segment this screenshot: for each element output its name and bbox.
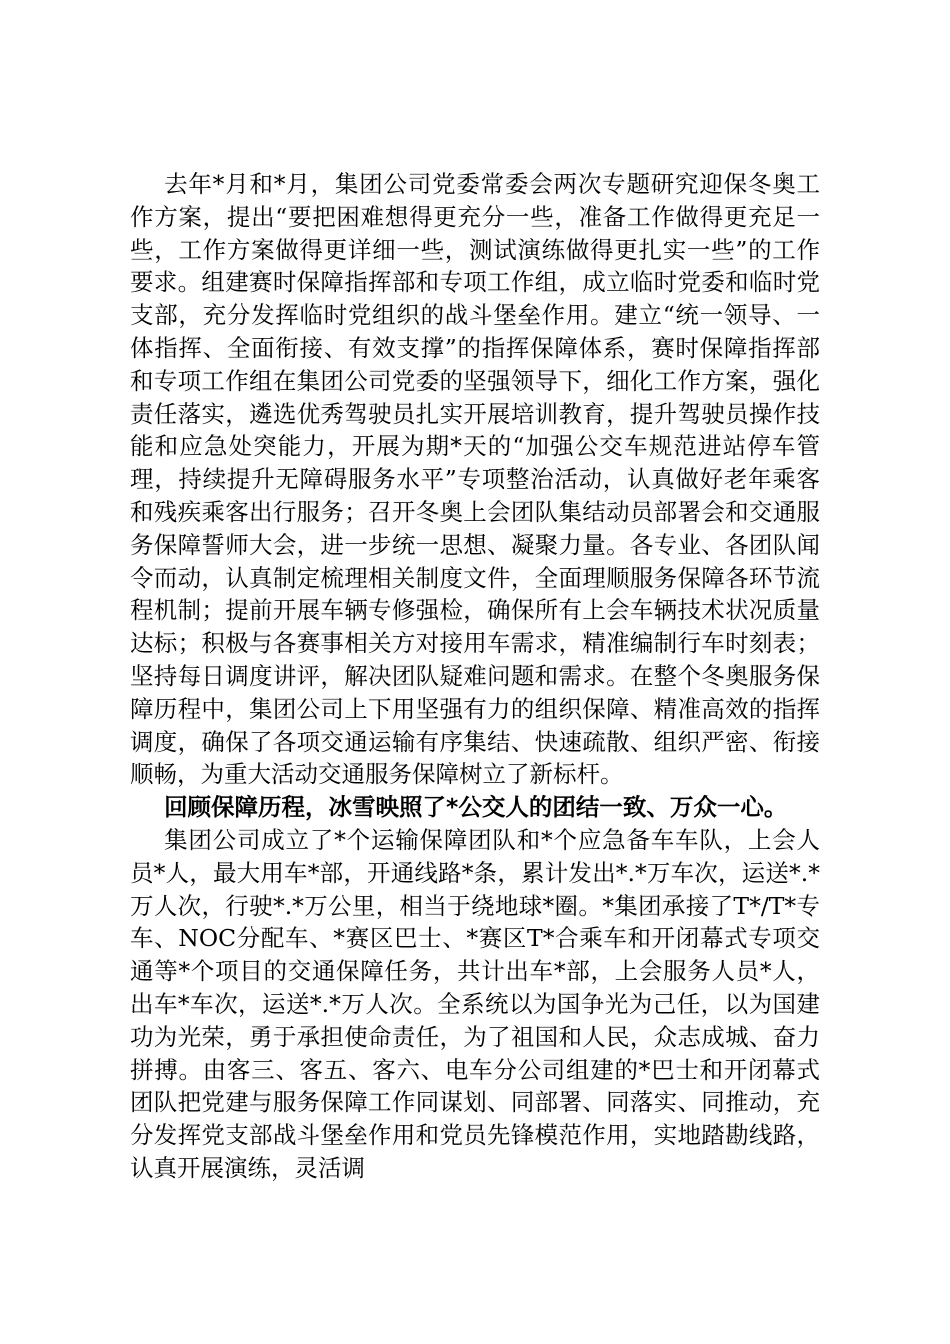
section-heading: 回顾保障历程，冰雪映照了*公交人的团结一致、万众一心。 [164,793,788,822]
body-paragraph: 集团公司成立了*个运输保障团队和*个应急备车车队，上会人员*人，最大用车*部，开通线路*条，累计发出*.*万车次，运送*.*万人次，行驶*.*万公里，相当于绕地球*圈。*集团承接了T*/T*专车、NOC分配车、*赛区巴士、*赛区T*合乘车和开闭幕式专项交通等*个项目的交通保障任务，共计出车*部，上会服务人员*人，出车*车次，运送*.*万人次。全系统以为国争光为己任，以为国建功为光荣，勇于承担使命责任，为了祖国和人民，众志成城、奋力拼搏。由客三、客五、客六、电车分公司组建的*巴士和开闭幕式团队把党建与服务保障工作同谋划、同部署、同落实、同推动，充分发挥党支部战斗堡垒作用和党员先锋模范作用，实地踏勘线路，认真开展演练，灵活调 [130,825,820,1182]
body-paragraph: 去年*月和*月，集团公司党委常委会两次专题研究迎保冬奥工作方案，提出“要把困难想得更充分一些，准备工作做得更充足一些，工作方案做得更详细一些，测试演练做得更扎实一些”的工作要求。组建赛时保障指挥部和专项工作组，成立临时党委和临时党支部，充分发挥临时党组织的战斗堡垒作用。建立“统一领导、一体指挥、全面衔接、有效支撑”的指挥保障体系，赛时保障指挥部和专项工作组在集团公司党委的坚强领导下，细化工作方案，强化责任落实，遴选优秀驾驶员扎实开展培训教育，提升驾驶员操作技能和应急处突能力，开展为期*天的“加强公交车规范进站停车管理，持续提升无障碍服务水平”专项整治活动，认真做好老年乘客和残疾乘客出行服务；召开冬奥上会团队集结动员部署会和交通服务保障誓师大会，进一步统一思想、凝聚力量。各专业、各团队闻令而动，认真制定梳理相关制度文件，全面理顺服务保障各环节流程机制；提前开展车辆专修强检，确保所有上会车辆技术状况质量达标；积极与各赛事相关方对接用车需求，精准编制行车时刻表；坚持每日调度讲评，解决团队疑难问题和需求。在整个冬奥服务保障历程中，集团公司上下用坚强有力的组织保障、精准高效的指挥调度，确保了各项交通运输有序集结、快速疏散、组织严密、衔接顺畅，为重大活动交通服务保障树立了新标杆。 [130,170,820,789]
document-body [130,168,820,1185]
